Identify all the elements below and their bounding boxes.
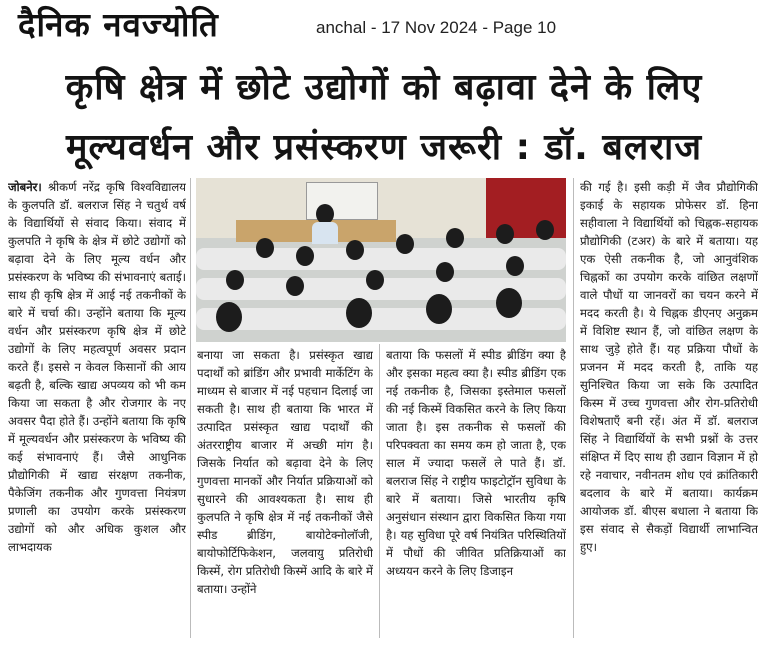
article-column-3 [386, 346, 566, 636]
photo-person [366, 270, 384, 290]
edition-info: anchal - 17 Nov 2024 - Page 10 [316, 18, 557, 37]
article-text: बताया कि फसलों में स्पीड ब्रीडिंग क्या है और इसका महत्व क्या है। स्पीड ब्रीडिंग एक नई तकनीक है, जिसका इस्तेमाल फसलों की नई किस्में विकसित करने के लिए किया जाता है। इस तकनीक से फसलों की परिपक्वता का समय कम हो जाता है, एक साल में ज्यादा फसलें ले पाते हैं। डॉ. बलराज सिंह ने राष्ट्रीय फाइटोट्रॉन सुविधा के बारे में बताया। जिसे भारतीय कृषि अनुसंधान संस्थान द्वारा विकसित किया गया है। यह सुविधा पूरे वर्ष नियंत्रित परिस्थितियों में पौधों की जीवित प्रतिक्रियाओं का अध्ययन करने के लिए डिजाइन [386, 348, 566, 578]
photo-person [446, 228, 464, 248]
photo-person [226, 270, 244, 290]
photo-person-body [312, 222, 338, 244]
article-dateline: जोबनेर। [8, 180, 42, 194]
photo-person [536, 220, 554, 240]
photo-person [496, 288, 522, 318]
news-photo-students-audience [196, 178, 566, 342]
column-divider [379, 344, 380, 638]
photo-person [436, 262, 454, 282]
photo-person [346, 240, 364, 260]
photo-person [396, 234, 414, 254]
photo-person [256, 238, 274, 258]
article-column-1 [8, 178, 186, 638]
photo-person [346, 298, 372, 328]
photo-person [426, 294, 452, 324]
article-text: श्रीकर्ण नरेंद्र कृषि विश्वविद्यालय के कुलपति डॉ. बलराज सिंह ने चतुर्थ वर्ष के विद्यार्थियों से संवाद किया। संवाद में कुलपति ने कृषि के क्षेत्र में छोटे उद्योगों को बढ़ावा देने के लिए मूल्य वर्धन और प्रसंस्करण के भविष्य की संभावनाएं बताई। साथ ही कृषि क्षेत्र में आई नई तकनीकों के बारे में चर्चा की। उन्होंने बताया कि मूल्य वर्धन और प्रसंस्करण कृषि क्षेत्र में छोटे उद्योगों के लिए महत्वपूर्ण अवसर प्रदान करते हैं। इससे न केवल किसानों की आय बढ़ती है, बल्कि खाद्य अपव्यय को भी कम किया जा सकता है और रोजगार के नए अवसर पैदा होते हैं। उन्होंने बताया कि कृषि में मूल्यवर्धन और प्रसंस्करण के भविष्य की कई संभावनाएं हैं। जैसे आधुनिक प्रौद्योगिकी में खाद्य संरक्षण तकनीक, पैकेजिंग तकनीक और गुणवत्ता नियंत्रण प्रणाली का उपयोग करके प्रसंस्करण उद्योगों को और अधिक कुशल और लाभदायक [8, 180, 186, 554]
photo-person [506, 256, 524, 276]
photo-person [296, 246, 314, 266]
headline-line-2: मूल्यवर्धन और प्रसंस्करण जरूरी : डॉ. बलराज [65, 127, 703, 168]
headline-line-1: कृषि क्षेत्र में छोटे उद्योगों को बढ़ावा देने के लिए [65, 67, 703, 108]
article-column-4 [580, 178, 758, 638]
column-divider [190, 178, 191, 638]
article-text: की गई है। इसी कड़ी में जैव प्रौद्योगिकी इकाई के सहायक प्रोफेसर डॉ. हिना सहीवाला ने विद्यार्थियों को चिह्नक-सहायक प्रौद्योगिकी (टअर) के बारे में बताया। यह एक ऐसी तकनीक है, जो आनुवंशिक चिह्नकों का उपयोग करके वांछित लक्षणों वाले पौधों या जानवरों का चयन करने में मदद करती है। ये चिह्नक डीएनए अनुक्रम में विशिष्ट स्थान हैं, जो वांछित लक्षण के साथ जुड़े होते हैं। यह प्रक्रिया पौधों के प्रजनन में मदद करती है, ताकि यह सुनिश्चित किया जा सके कि उत्पादित किस्म में उच्च गुणवत्ता और रोग-प्रतिरोधी विशेषताएँ बनी रहें। अंत में डॉ. बलराज सिंह ने विद्यार्थियों के सभी प्रश्नों के उत्तर संक्षिप्त में दिए साथ ही उद्यान विज्ञान में हो रहे नवाचार, नवीनतम शोध एवं क्रांतिकारी बदलाव के बारे में बताया। कार्यक्रम आयोजक डॉ. बीएस बधाला ने बताया कि इस संवाद से सैकड़ों विद्यार्थी लाभान्वित हुए। [580, 180, 758, 554]
column-divider [573, 178, 574, 638]
photo-person [316, 204, 334, 224]
article-text: बनाया जा सकता है। प्रसंस्कृत खाद्य पदार्थों को ब्रांडिंग और प्रभावी मार्केटिंग के माध्यम से बाजार में नई पहचान दिलाई जा सकती है। साथ ही बताया कि भारत में उत्पादित प्रसंस्कृत खाद्य पदार्थों की अंतरराष्ट्रीय बाजार में अच्छी मांग है। जिसके निर्यात को बढ़ावा देने के लिए गुणवत्ता मानकों और निर्यात प्रक्रियाओं को सुधारने की आवश्यकता है। साथ ही कुलपति ने कृषि क्षेत्र में नई तकनीकों जैसे स्पीड ब्रीडिंग, बायोटेक्नोलॉजी, बायोफोर्टिफिकेशन, जलवायु प्रतिरोधी किस्में, रोग प्रतिरोधी किस्में आदि के बारे में बताया। उन्होंने [197, 348, 373, 596]
photo-person [496, 224, 514, 244]
photo-person [216, 302, 242, 332]
newspaper-masthead: दैनिक नवज्योति [18, 5, 219, 44]
article-column-2 [197, 346, 373, 636]
photo-person [286, 276, 304, 296]
